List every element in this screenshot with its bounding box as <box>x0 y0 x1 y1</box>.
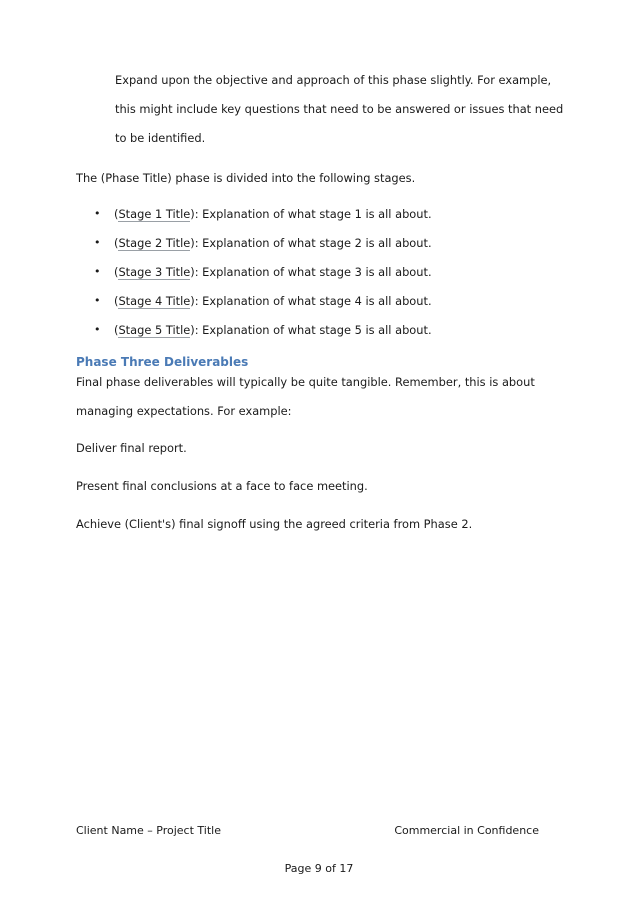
stage-title-field[interactable]: Stage 2 Title <box>118 236 191 250</box>
paren: ( <box>114 236 119 250</box>
paren: ( <box>114 265 119 279</box>
paragraph-line: this might include key questions that need to be answered or issues that need <box>115 102 564 116</box>
footer-confidentiality: Commercial in Confidence <box>394 824 539 837</box>
paragraph-line: Expand upon the objective and approach of this phase slightly. For example, <box>115 73 552 87</box>
stage-description: ): Explanation of what stage 1 is all about. <box>190 207 432 221</box>
deliverable-item: Deliver final report. <box>76 441 187 455</box>
page-number: Page 9 of 17 <box>284 862 354 875</box>
paragraph-line: Final phase deliverables will typically be quite tangible. Remember, this is about <box>76 375 535 389</box>
footer-client-project: Client Name – Project Title <box>76 824 221 837</box>
stages-intro: The (Phase Title) phase is divided into the following stages. <box>76 171 416 185</box>
deliverable-item: Achieve (Client's) final signoff using the agreed criteria from Phase 2. <box>76 517 473 531</box>
stage-title-field[interactable]: Stage 5 Title <box>118 323 191 337</box>
stage-title-field[interactable]: Stage 1 Title <box>118 207 191 221</box>
paren: ( <box>114 294 119 308</box>
paren: ( <box>114 323 119 337</box>
stage-title-field[interactable]: Stage 4 Title <box>118 294 191 308</box>
paragraph-line: managing expectations. For example: <box>76 404 292 418</box>
bullet-icon: • <box>94 265 101 278</box>
deliverables-heading: Phase Three Deliverables <box>76 355 249 369</box>
stage-description: ): Explanation of what stage 2 is all about. <box>190 236 432 250</box>
bullet-icon: • <box>94 236 101 249</box>
bullet-icon: • <box>94 323 101 336</box>
deliverables-paragraph <box>76 374 535 432</box>
stage-description: ): Explanation of what stage 4 is all about. <box>190 294 432 308</box>
bullet-icon: • <box>94 207 101 220</box>
stage-description: ): Explanation of what stage 5 is all about. <box>190 323 432 337</box>
stage-title-field[interactable]: Stage 3 Title <box>118 265 191 279</box>
stage-description: ): Explanation of what stage 3 is all about. <box>190 265 432 279</box>
paragraph-line: to be identified. <box>115 131 206 145</box>
paren: ( <box>114 207 119 221</box>
deliverable-item: Present final conclusions at a face to face meeting. <box>76 479 368 493</box>
bullet-icon: • <box>94 294 101 307</box>
objective-paragraph <box>115 72 564 159</box>
